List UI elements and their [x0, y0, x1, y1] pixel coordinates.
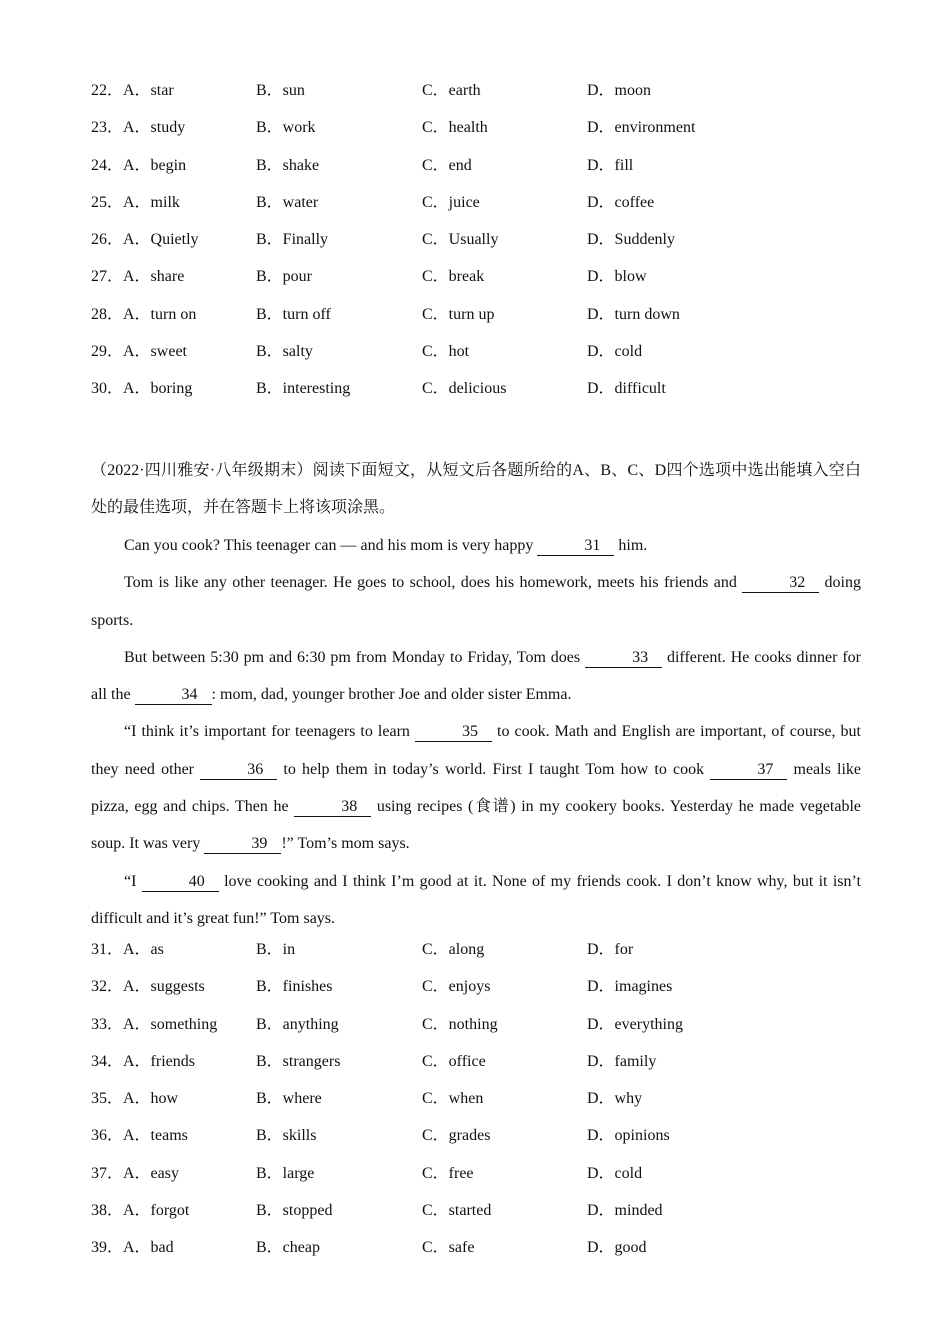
option-a: A．boring	[123, 380, 193, 398]
option-c: C．safe	[422, 1239, 475, 1257]
question-row	[91, 1163, 861, 1200]
option-b: B．skills	[256, 1127, 317, 1145]
option-c: C．end	[422, 156, 472, 174]
blank-35: 35	[415, 723, 492, 742]
question-row	[91, 155, 861, 192]
question-row	[91, 229, 861, 266]
option-d: D．imagines	[587, 978, 673, 996]
question-number: 23．	[91, 119, 124, 137]
passage-text: to cook. Math and English are important, of course, but they need other	[91, 723, 861, 778]
options-list-31-39	[91, 939, 861, 1275]
question-number: 25．	[91, 193, 124, 211]
blank-39: 39	[204, 835, 281, 854]
option-d: D．good	[587, 1239, 647, 1257]
question-number: 39．	[91, 1239, 124, 1257]
option-d: D．why	[587, 1090, 643, 1108]
option-c: C．earth	[422, 82, 481, 99]
question-row	[91, 117, 861, 154]
option-a: A．star	[123, 82, 174, 99]
question-row	[91, 80, 861, 117]
blank-36: 36	[200, 761, 277, 780]
option-b: B．interesting	[256, 380, 351, 398]
option-c: C．hot	[422, 343, 470, 361]
question-number: 26．	[91, 231, 124, 249]
option-b: B．large	[256, 1164, 315, 1182]
option-a: A．as	[123, 941, 164, 958]
option-d: D．for	[587, 941, 634, 958]
option-c: C．started	[422, 1202, 492, 1220]
question-row	[91, 976, 861, 1013]
passage-paragraph-2	[91, 564, 861, 639]
question-row	[91, 1237, 861, 1274]
question-row	[91, 1014, 861, 1051]
option-d: D．minded	[587, 1202, 663, 1220]
question-row	[91, 1088, 861, 1125]
option-c: C．nothing	[422, 1015, 498, 1033]
option-a: A．turn on	[123, 305, 197, 323]
option-d: D．difficult	[587, 380, 666, 398]
option-d: D．environment	[587, 119, 696, 137]
option-c: C．office	[422, 1052, 486, 1070]
option-c: C．Usually	[422, 231, 499, 249]
option-d: D．cold	[587, 1164, 643, 1182]
option-c: C．delicious	[422, 380, 507, 398]
options-list-22-30	[91, 80, 861, 416]
passage-text: to help them in today’s world. First I taught Tom how to cook	[277, 760, 711, 778]
question-row	[91, 378, 861, 415]
blank-33: 33	[585, 649, 662, 668]
option-c: C．free	[422, 1164, 474, 1182]
option-c: C．along	[422, 941, 485, 958]
question-number: 38．	[91, 1202, 124, 1220]
option-d: D．turn down	[587, 305, 680, 323]
question-row	[91, 304, 861, 341]
question-number: 29．	[91, 343, 124, 361]
question-number: 34．	[91, 1052, 124, 1070]
option-a: A．milk	[123, 193, 180, 211]
question-number: 24．	[91, 156, 124, 174]
option-d: D．blow	[587, 268, 647, 286]
passage-text: !” Tom’s mom says.	[281, 835, 410, 853]
question-number: 28．	[91, 305, 124, 323]
question-row	[91, 939, 861, 976]
option-b: B．turn off	[256, 305, 331, 323]
blank-38: 38	[294, 798, 371, 817]
option-b: B．Finally	[256, 231, 329, 249]
blank-37: 37	[710, 761, 787, 780]
option-a: A．sweet	[123, 343, 187, 361]
passage-text: using recipes (食谱) in my cookery books. Yesterday he made vegetable soup. It was very	[91, 798, 861, 853]
question-number: 30．	[91, 380, 124, 398]
passage-paragraph-5	[91, 863, 861, 938]
option-b: B．stopped	[256, 1202, 333, 1220]
passage-text: “I	[124, 872, 142, 890]
question-number: 22．	[91, 82, 124, 99]
passage-text: Tom is like any other teenager. He goes to school, does his homework, meets his friends and	[124, 574, 743, 592]
passage-text: love cooking and I think I’m good at it. None of my friends cook. I don’t know why, but it isn’t difficult and it’s great fun!” Tom says.	[91, 872, 861, 927]
option-c: C．turn up	[422, 305, 495, 323]
option-b: B．salty	[256, 343, 313, 361]
option-c: C．grades	[422, 1127, 491, 1145]
question-number: 36．	[91, 1127, 124, 1145]
blank-31: 31	[537, 537, 614, 556]
passage-text: doing sports.	[91, 574, 861, 629]
option-d: D．everything	[587, 1015, 683, 1033]
option-a: A．study	[123, 119, 186, 137]
option-d: D．fill	[587, 156, 634, 174]
question-number: 33．	[91, 1015, 124, 1033]
blank-34: 34	[135, 686, 212, 705]
option-c: C．enjoys	[422, 978, 491, 996]
option-a: A．suggests	[123, 978, 205, 996]
option-a: A．begin	[123, 156, 187, 174]
question-number: 27．	[91, 268, 124, 286]
passage-text: : mom, dad, younger brother Joe and older sister Emma.	[211, 686, 572, 704]
passage-text: him.	[614, 537, 648, 554]
option-a: A．friends	[123, 1052, 195, 1070]
question-number: 31．	[91, 941, 124, 958]
passage-text: meals like pizza, egg and chips. Then he	[91, 760, 862, 816]
cloze-passage	[91, 527, 861, 937]
option-c: C．juice	[422, 193, 480, 211]
passage-text: Can you cook? This teenager can — and his mom is very happy	[124, 537, 538, 554]
question-row	[91, 266, 861, 303]
option-d: D．coffee	[587, 193, 655, 211]
option-a: A．forgot	[123, 1202, 190, 1220]
option-c: C．break	[422, 268, 485, 286]
option-d: D．family	[587, 1052, 657, 1070]
option-b: B．where	[256, 1090, 322, 1108]
option-b: B．finishes	[256, 978, 333, 996]
option-b: B．shake	[256, 156, 320, 174]
question-row	[91, 341, 861, 378]
option-b: B．pour	[256, 268, 313, 286]
option-b: B．strangers	[256, 1052, 341, 1070]
question-row	[91, 1051, 861, 1088]
option-b: B．work	[256, 119, 316, 137]
option-c: C．health	[422, 119, 488, 137]
blank-40: 40	[142, 873, 219, 892]
option-d: D．cold	[587, 343, 643, 361]
passage-text: “I think it’s important for teenagers to learn	[124, 723, 415, 741]
question-row	[91, 1125, 861, 1162]
option-d: D．moon	[587, 82, 652, 99]
passage-paragraph-1	[91, 527, 861, 564]
option-a: A．teams	[123, 1127, 188, 1145]
option-a: A．share	[123, 268, 185, 286]
option-c: C．when	[422, 1090, 484, 1108]
option-b: B．in	[256, 941, 296, 958]
passage-text: different. He cooks dinner for all the	[91, 648, 861, 704]
question-number: 37．	[91, 1164, 124, 1182]
section-instructions: （2022·四川雅安·八年级期末）阅读下面短文，从短文后各题所给的A、B、C、D四个选项中选出能填入空白处的最佳选项，并在答题卡上将该项涂黑。	[91, 462, 861, 517]
option-a: A．bad	[123, 1239, 174, 1257]
option-b: B．anything	[256, 1015, 339, 1033]
question-number: 35．	[91, 1090, 124, 1108]
blank-32: 32	[742, 574, 819, 593]
option-a: A．Quietly	[123, 231, 199, 249]
option-d: D．opinions	[587, 1127, 670, 1145]
option-a: A．easy	[123, 1164, 179, 1182]
option-a: A．how	[123, 1090, 179, 1108]
option-a: A．something	[123, 1015, 218, 1033]
option-b: B．cheap	[256, 1239, 320, 1257]
question-number: 32．	[91, 978, 124, 996]
option-d: D．Suddenly	[587, 231, 676, 249]
passage-paragraph-3	[91, 639, 861, 714]
question-row	[91, 192, 861, 229]
question-row	[91, 1200, 861, 1237]
passage-text: But between 5:30 pm and 6:30 pm from Monday to Friday, Tom does	[124, 648, 586, 666]
passage-paragraph-4	[91, 713, 861, 862]
option-b: B．sun	[256, 82, 305, 99]
option-b: B．water	[256, 193, 319, 211]
